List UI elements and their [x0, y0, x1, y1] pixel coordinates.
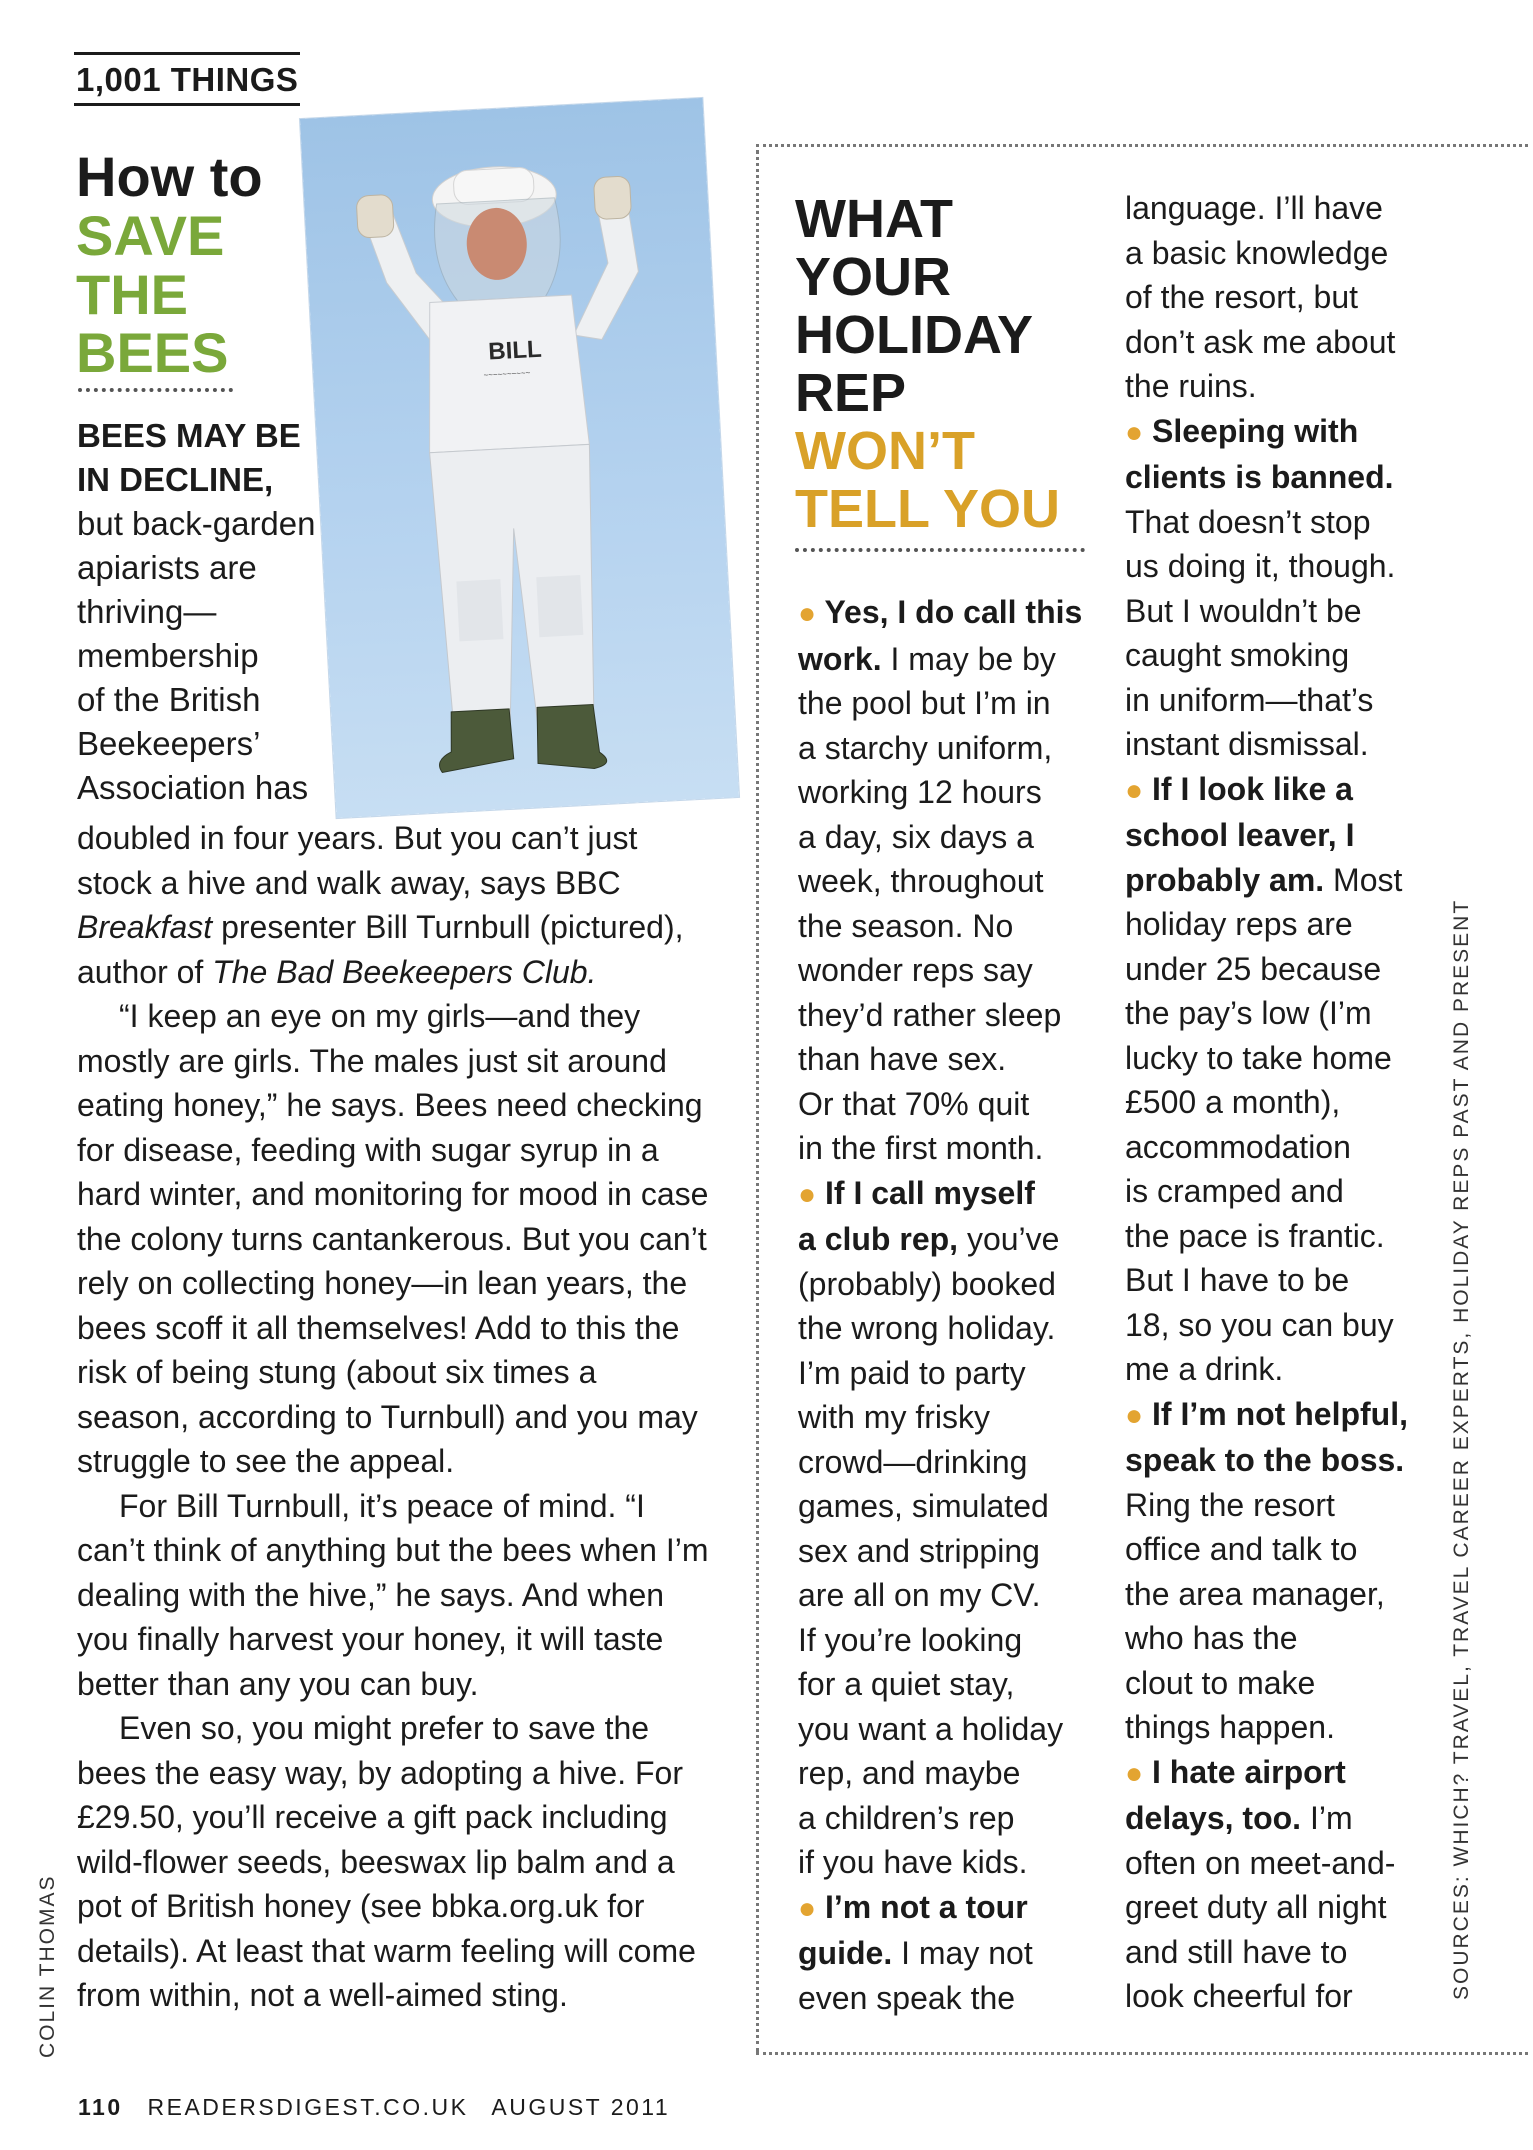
column-line — [798, 1351, 1108, 1396]
column-line — [1125, 1214, 1450, 1259]
column-line — [1125, 589, 1450, 634]
line-text: I may be by — [881, 640, 1056, 677]
column-line — [1125, 409, 1450, 456]
bees-paragraph-2: “I keep an eye on my girls—and they mostly are girls. The males just sit around eating honey,” he says. Bees need checking for disease, feeding with sugar syrup in a hard winter, and monitoring for mood in case the colony turns cantankerous. But you can’t rely on collecting honey—in lean years, the bees scoff it all themselves! Add to this the risk of being stung (about six times a season, according to Turnbull) and you may struggle to see the appeal. — [77, 998, 709, 1479]
line-text: lucky to take home — [1125, 1039, 1392, 1076]
rep-headline-divider — [795, 548, 1085, 552]
column-line — [1125, 455, 1450, 500]
column-line — [1125, 1438, 1450, 1483]
rep-headline-line2: YOUR — [795, 247, 952, 307]
bold-lead: Yes, I do call this — [816, 594, 1083, 630]
column-line — [798, 1126, 1108, 1171]
line-text: caught smoking — [1125, 637, 1350, 673]
line-text: the ruins. — [1125, 368, 1257, 404]
bees-body — [77, 816, 717, 2018]
column-line — [1125, 1616, 1450, 1661]
beekeeper-photo — [300, 98, 739, 818]
column-line — [798, 859, 1108, 904]
headline-divider — [78, 388, 233, 392]
line-text: But I have to be — [1125, 1262, 1350, 1298]
column-line — [798, 1395, 1108, 1440]
column-line — [798, 1529, 1108, 1574]
lead-bold-line1: BEES MAY BE — [77, 417, 301, 454]
column-line — [1125, 1303, 1450, 1348]
line-text: accommodation — [1125, 1128, 1351, 1165]
lead-line: apiarists are — [77, 549, 257, 586]
column-line — [1125, 767, 1450, 814]
box-left-border — [756, 150, 759, 2052]
bold-lead: clients is banned. — [1125, 459, 1394, 495]
box-bottom-border — [756, 2052, 1528, 2055]
line-text: the pace is frantic. — [1125, 1217, 1385, 1254]
bold-lead: I hate airport — [1143, 1753, 1346, 1790]
column-line — [1125, 186, 1450, 231]
line-text: and still have to — [1125, 1933, 1348, 1970]
line-text: often on meet-and- — [1125, 1844, 1396, 1881]
line-text: the pay’s low (I’m — [1125, 995, 1372, 1031]
line-text: Most — [1324, 861, 1403, 898]
line-text: things happen. — [1125, 1709, 1335, 1745]
column-line — [1125, 1974, 1450, 2019]
line-text: is cramped and — [1125, 1173, 1344, 1209]
column-line — [1125, 1392, 1450, 1439]
column-line — [1125, 544, 1450, 589]
column-line — [798, 681, 1108, 726]
lead-line: Association has — [77, 769, 309, 806]
bees-paragraph-3: For Bill Turnbull, it’s peace of mind. “I can’t think of anything but the bees when I’m dealing with the hive,” he says. And when you finally harvest your honey, it will taste better than any you can buy. — [77, 1487, 709, 1702]
line-text: working 12 hours — [798, 774, 1042, 810]
column-line — [798, 1840, 1108, 1885]
column-line — [798, 1573, 1108, 1618]
bold-lead: school leaver, I — [1125, 817, 1355, 853]
lead-bold-line2: IN DECLINE, — [77, 461, 274, 498]
photo-credit: COLIN THOMAS — [36, 1874, 59, 2058]
line-text: a children’s rep — [798, 1799, 1015, 1836]
bees-headline — [76, 145, 263, 385]
rep-headline-line6: TELL YOU — [795, 479, 1061, 539]
line-text: a basic knowledge — [1125, 234, 1389, 271]
bullet-icon: ● — [798, 597, 817, 630]
column-line — [798, 770, 1108, 815]
line-text: a day, six days a — [798, 818, 1034, 855]
column-line — [798, 1306, 1108, 1351]
para1-text: doubled in four years. But you can’t just stock a hive and walk away, says BBC — [77, 820, 638, 901]
box-top-border — [756, 144, 1528, 147]
line-text: look cheerful for — [1125, 1978, 1353, 2014]
column-line — [798, 1976, 1108, 2021]
line-text: even speak the — [798, 1979, 1016, 2016]
line-text: clout to make — [1125, 1664, 1316, 1701]
column-line — [798, 1262, 1108, 1307]
line-text: are all on my CV. — [798, 1577, 1041, 1613]
rep-headline-line4: REP — [795, 363, 907, 423]
column-line — [1125, 722, 1450, 767]
line-text: Or that 70% quit — [798, 1085, 1030, 1122]
column-line — [1125, 1483, 1450, 1528]
column-line — [1125, 813, 1450, 858]
line-text: me a drink. — [1125, 1351, 1284, 1387]
column-line — [1125, 1169, 1450, 1214]
line-text: instant dismissal. — [1125, 726, 1369, 762]
bullet-icon: ● — [1125, 415, 1144, 449]
bees-headline-line2: SAVE — [76, 203, 225, 267]
column-line — [798, 1618, 1108, 1663]
suit-label: BILL — [487, 335, 543, 366]
column-line — [798, 1484, 1108, 1529]
line-text: you’ve — [958, 1221, 1060, 1257]
page-number: 110 — [78, 2094, 123, 2120]
issue-date: AUGUST 2011 — [491, 2094, 671, 2120]
bees-lead — [77, 414, 337, 810]
line-text: if you have kids. — [798, 1844, 1028, 1880]
bold-lead: guide. — [798, 1935, 893, 1971]
line-text: they’d rather sleep — [798, 996, 1062, 1033]
bullet-icon: ● — [798, 1177, 817, 1211]
column-line — [1125, 947, 1450, 992]
line-text: of the resort, but — [1125, 279, 1359, 315]
column-line — [1125, 858, 1450, 903]
column-line — [798, 726, 1108, 771]
column-line — [1125, 902, 1450, 947]
bees-paragraph-4: Even so, you might prefer to save the bees the easy way, by adopting a hive. For £29.50, you’ll receive a gift pack including wild-flower seeds, beeswax lip balm and a pot of British honey (see bbka.org.uk for details). At least that warm feeling will come from within, not a well-aimed sting. — [77, 1710, 696, 2013]
line-text: I’m paid to party — [798, 1354, 1026, 1391]
column-line — [1125, 1930, 1450, 1975]
svg-text:~~~~~~~~~~: ~~~~~~~~~~ — [483, 368, 531, 380]
line-text: If you’re looking — [798, 1621, 1023, 1658]
line-text: Ring the resort — [1125, 1486, 1335, 1523]
line-text: you want a holiday — [798, 1710, 1064, 1747]
bold-lead: work. — [798, 640, 882, 677]
column-line — [798, 1037, 1108, 1082]
para1-text-b: presenter Bill Turnbull (pictured), author of — [77, 909, 684, 990]
column-line — [798, 993, 1108, 1038]
column-line — [798, 1885, 1108, 1932]
line-text: with my frisky — [798, 1399, 990, 1435]
column-line — [798, 904, 1108, 949]
column-line — [798, 1707, 1108, 1752]
line-text: 18, so you can buy — [1125, 1306, 1394, 1343]
bullet-icon: ● — [1125, 1756, 1144, 1790]
line-text: But I wouldn’t be — [1125, 592, 1362, 629]
rep-column-2 — [1125, 186, 1450, 2019]
line-text: don’t ask me about — [1125, 323, 1396, 360]
column-line — [1125, 633, 1450, 678]
column-line — [798, 1751, 1108, 1796]
line-text: sex and stripping — [798, 1532, 1040, 1569]
publication-url: READERSDIGEST.CO.UK — [147, 2094, 469, 2120]
column-line — [1125, 1527, 1450, 1572]
line-text: I’m — [1301, 1800, 1353, 1836]
column-line — [798, 1217, 1108, 1262]
bees-paragraph-1 — [77, 816, 717, 994]
column-line — [1125, 1572, 1450, 1617]
column-line — [798, 1082, 1108, 1127]
line-text: the pool but I’m in — [798, 685, 1051, 721]
column-line — [798, 1662, 1108, 1707]
bullet-icon: ● — [1125, 1398, 1144, 1432]
bees-headline-line1: How to — [76, 145, 263, 208]
rep-headline-line3: HOLIDAY — [795, 305, 1034, 365]
lead-line: but back-garden — [77, 505, 316, 542]
column-line — [798, 1440, 1108, 1485]
bold-lead: If I’m not helpful, — [1143, 1395, 1408, 1432]
line-text: wonder reps say — [798, 952, 1033, 988]
line-text: rep, and maybe — [798, 1755, 1021, 1791]
rep-column-1 — [798, 590, 1108, 2020]
line-text: in the first month. — [798, 1130, 1044, 1166]
line-text: the wrong holiday. — [798, 1310, 1056, 1346]
line-text: who has the — [1125, 1620, 1298, 1656]
column-line — [1125, 1347, 1450, 1392]
column-line — [798, 1931, 1108, 1976]
lead-line: thriving— — [77, 593, 217, 630]
bold-lead: delays, too. — [1125, 1800, 1302, 1836]
bold-lead: I’m not a tour — [816, 1888, 1028, 1925]
line-text: for a quiet stay, — [798, 1666, 1015, 1702]
column-line — [798, 1171, 1108, 1218]
column-line — [1125, 364, 1450, 409]
section-tag: 1,001 THINGS — [74, 52, 300, 106]
bullet-icon: ● — [1125, 773, 1144, 807]
lead-line: of the British — [77, 681, 261, 718]
column-line — [1125, 231, 1450, 276]
book-title: The Bad Beekeepers Club. — [212, 953, 597, 990]
lead-line: Beekeepers’ — [77, 725, 261, 762]
column-line — [1125, 1036, 1450, 1081]
bold-lead: probably am. — [1125, 861, 1325, 898]
rep-headline-line1: WHAT — [795, 189, 953, 249]
sources-credit: SOURCES: WHICH? TRAVEL, TRAVEL CAREER EXPERTS, HOLIDAY REPS PAST AND PRESENT — [1450, 898, 1473, 2000]
line-text: crowd—drinking — [798, 1443, 1028, 1480]
column-line — [1125, 500, 1450, 545]
column-line — [1125, 1841, 1450, 1886]
column-line — [1125, 320, 1450, 365]
page-footer — [78, 2094, 670, 2121]
column-line — [1125, 1885, 1450, 1930]
column-line — [1125, 1661, 1450, 1706]
line-text: holiday reps are — [1125, 906, 1353, 942]
line-text: language. I’ll have — [1125, 190, 1383, 226]
line-text: office and talk to — [1125, 1531, 1358, 1567]
lead-line: membership — [77, 637, 259, 674]
column-line — [798, 948, 1108, 993]
line-text: That doesn’t stop — [1125, 503, 1371, 540]
column-line — [798, 590, 1108, 637]
line-text: (probably) booked — [798, 1265, 1056, 1302]
bold-lead: a club rep, — [798, 1221, 959, 1257]
bees-headline-line3: THE — [76, 262, 188, 326]
bold-lead: speak to the boss. — [1125, 1442, 1405, 1478]
rep-headline — [795, 190, 1060, 538]
column-line — [1125, 678, 1450, 723]
para1-italic: Breakfast — [77, 909, 213, 945]
column-line — [1125, 1796, 1450, 1841]
bold-lead: If I look like a — [1143, 770, 1353, 807]
line-text: games, simulated — [798, 1488, 1049, 1524]
column-line — [1125, 1125, 1450, 1170]
line-text: a starchy uniform, — [798, 729, 1053, 766]
line-text: us doing it, though. — [1125, 548, 1396, 584]
beekeeper-illustration — [300, 98, 739, 818]
line-text: than have sex. — [798, 1041, 1007, 1077]
bullet-icon: ● — [798, 1891, 817, 1925]
column-line — [1125, 991, 1450, 1036]
line-text: I may not — [892, 1935, 1033, 1971]
bees-headline-line4: BEES — [76, 321, 229, 385]
bold-lead: If I call myself — [816, 1174, 1035, 1211]
line-text: in uniform—that’s — [1125, 681, 1374, 718]
line-text: greet duty all night — [1125, 1889, 1387, 1925]
line-text: week, throughout — [798, 863, 1044, 899]
column-line — [1125, 1080, 1450, 1125]
column-line — [798, 815, 1108, 860]
column-line — [1125, 1705, 1450, 1750]
bold-lead: Sleeping with — [1143, 412, 1359, 449]
rep-headline-line5: WON’T — [795, 421, 975, 481]
column-line — [1125, 1750, 1450, 1797]
column-line — [1125, 1258, 1450, 1303]
line-text: under 25 because — [1125, 950, 1382, 987]
column-line — [798, 1796, 1108, 1841]
line-text: the area manager, — [1125, 1575, 1385, 1612]
line-text: £500 a month), — [1125, 1084, 1341, 1120]
line-text: the season. No — [798, 907, 1014, 944]
column-line — [798, 637, 1108, 682]
column-line — [1125, 275, 1450, 320]
